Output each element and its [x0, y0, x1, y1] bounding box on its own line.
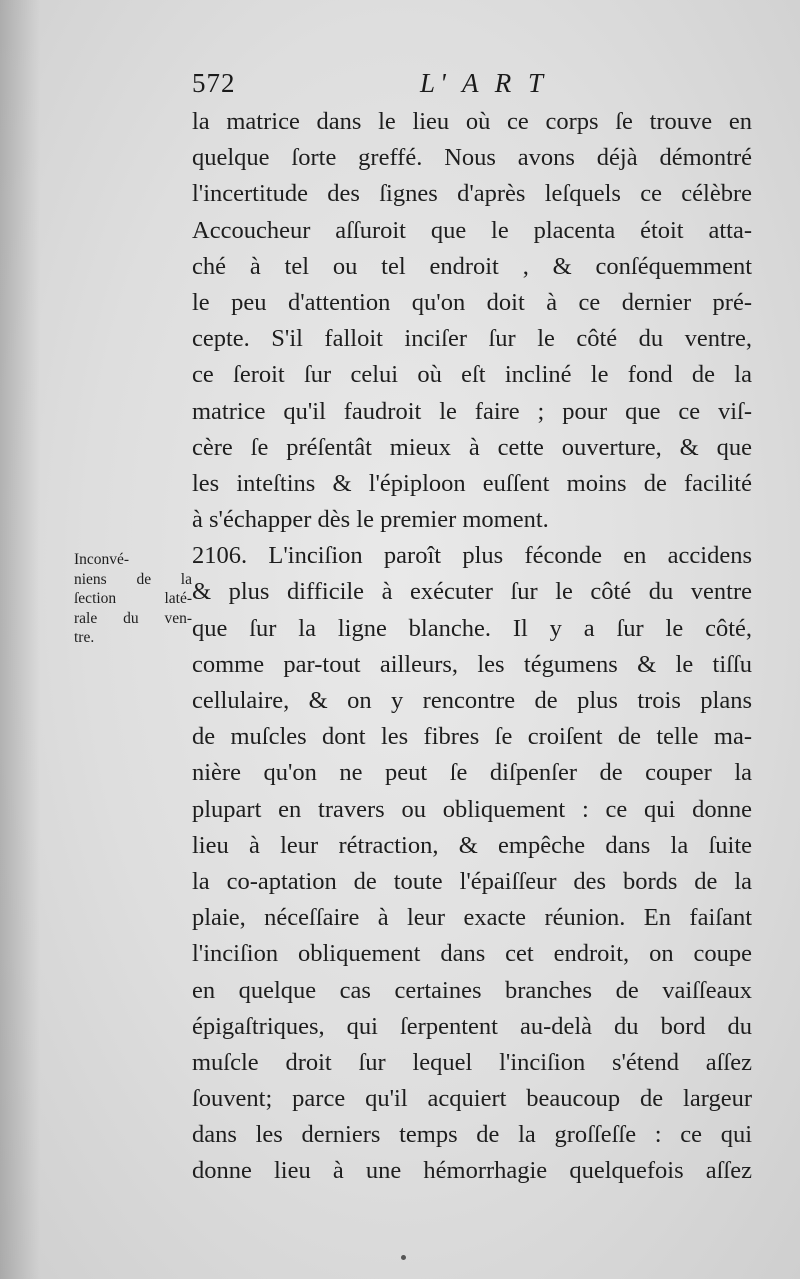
text-line: Accoucheur aſſuroit que le placenta étoit atta- [192, 216, 752, 244]
text-line: le peu d'attention qu'on doit à ce dernier pré- [192, 288, 752, 316]
text-line: ché à tel ou tel endroit , & conſéquemment [192, 252, 752, 280]
text-line: que ſur la ligne blanche. Il y a ſur le côté, [192, 614, 752, 642]
margin-note-line: Inconvé- [74, 551, 130, 568]
page-header [190, 68, 750, 104]
text-line: 2106. L'inciſion paroît plus féconde en accidens [192, 542, 752, 570]
text-line: cellulaire, & on y rencontre de plus trois plans [192, 687, 752, 714]
text-line: nière qu'on ne peut ſe diſpenſer de couper la [192, 759, 752, 787]
text-line: cère ſe préſentât mieux à cette ouverture, & que [192, 433, 752, 461]
text-line: la matrice dans le lieu où ce corps ſe trouve en [192, 108, 752, 135]
text-line: de muſcles dont les fibres ſe croiſent de telle ma- [192, 723, 752, 751]
margin-note-line: niens de la [74, 570, 192, 588]
text-line: ce ſeroit ſur celui où eſt incliné le fond de la [192, 361, 752, 389]
running-head: L' A R T [420, 68, 549, 98]
text-line: donne lieu à une hémorrhagie quelquefois aſſez [192, 1157, 752, 1185]
page-number: 572 [192, 68, 236, 98]
text-line: plaie, néceſſaire à leur exacte réunion. En faiſant [192, 904, 752, 932]
text-line: lieu à leur rétraction, & empêche dans la ſuite [192, 831, 752, 859]
body-text [192, 104, 752, 1190]
text-line: ſouvent; parce qu'il acquiert beaucoup de largeur [192, 1085, 752, 1113]
text-line: dans les derniers temps de la groſſeſſe : ce qui [192, 1121, 752, 1149]
text-line: en quelque cas certaines branches de vaiſſeaux [192, 976, 752, 1004]
text-line: matrice qu'il faudroit le faire ; pour que ce viſ- [192, 397, 752, 425]
text-line: plupart en travers ou obliquement : ce qui donne [192, 795, 752, 823]
text-line: l'inciſion obliquement dans cet endroit, on coupe [192, 940, 752, 968]
text-line: comme par-tout ailleurs, les tégumens & le tiſſu [192, 650, 752, 678]
margin-note-line: tre. [74, 629, 95, 646]
margin-note-line: rale du ven- [74, 609, 192, 627]
text-line: à s'échapper dès le premier moment. [192, 506, 549, 534]
gutter-shadow [0, 0, 40, 1279]
margin-note [74, 550, 192, 648]
text-line: la co-aptation de toute l'épaiſſeur des bords de la [192, 867, 752, 895]
margin-note-line: ſection laté- [74, 590, 192, 607]
text-line: & plus difficile à exécuter ſur le côté du ventre [192, 578, 752, 606]
text-line: quelque ſorte greffé. Nous avons déjà démontré [192, 144, 752, 172]
text-line: muſcle droit ſur lequel l'inciſion s'étend aſſez [192, 1048, 752, 1076]
ink-speck [401, 1255, 406, 1260]
text-line: épigaſtriques, qui ſerpentent au-delà du bord du [192, 1012, 752, 1040]
text-line: les inteſtins & l'épiploon euſſent moins de facilité [192, 469, 752, 497]
text-line: l'incertitude des ſignes d'après leſquels ce célèbre [192, 180, 752, 208]
text-line: cepte. S'il falloit inciſer ſur le côté du ventre, [192, 325, 752, 353]
